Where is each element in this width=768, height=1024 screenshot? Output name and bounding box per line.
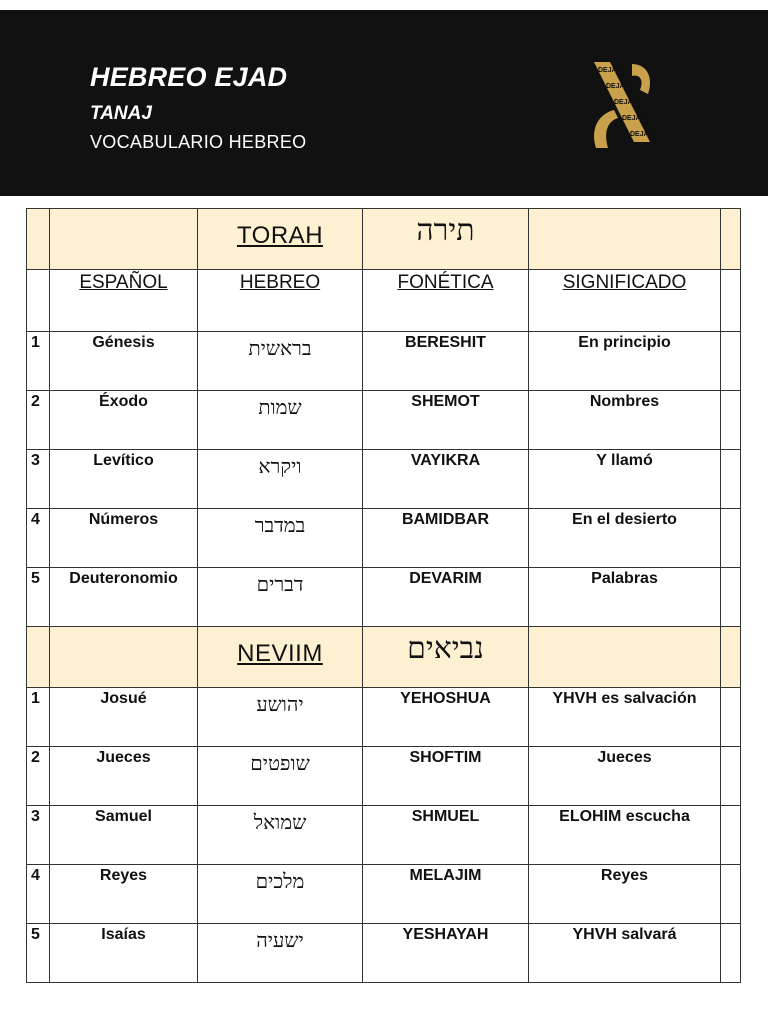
header-banner — [0, 10, 768, 196]
section-header-neviim — [27, 627, 741, 688]
table-row — [27, 509, 741, 568]
hebrew-name: בראשית — [248, 336, 312, 360]
phonetic: DEVARIM — [409, 570, 482, 587]
table-row — [27, 332, 741, 391]
meaning: ELOHIM escucha — [559, 808, 690, 825]
section-hebrew: תירה — [416, 213, 475, 248]
hebrew-name: דברים — [256, 572, 304, 596]
row-number: 1 — [31, 334, 40, 351]
column-header-hebreo: HEBREO — [239, 272, 321, 293]
spanish-name: Jueces — [96, 749, 151, 766]
section-header-torah — [27, 209, 741, 270]
spanish-name: Génesis — [92, 334, 155, 351]
spanish-name: Números — [88, 511, 159, 528]
section-hebrew: נביאים — [407, 631, 484, 666]
hebrew-name: שופטים — [250, 751, 310, 775]
spanish-name: Isaías — [101, 926, 146, 943]
row-number: 5 — [31, 926, 40, 943]
row-number: 2 — [31, 749, 40, 766]
hebrew-name: שמות — [258, 395, 302, 419]
row-number: 3 — [31, 452, 40, 469]
spanish-name: Josué — [100, 690, 147, 707]
section-label: NEVIIM — [237, 640, 323, 667]
hebrew-name: במדבר — [254, 513, 306, 537]
meaning: Y llamó — [596, 452, 653, 469]
aleph-logo-icon — [576, 50, 666, 160]
meaning: Nombres — [589, 393, 660, 410]
column-header-espanol: ESPAÑOL — [79, 272, 168, 293]
spanish-name: Reyes — [99, 867, 148, 884]
phonetic: SHMUEL — [411, 808, 480, 825]
row-number: 2 — [31, 393, 40, 410]
meaning: Jueces — [597, 749, 652, 766]
phonetic: YEHOSHUA — [400, 690, 491, 707]
logo-word: DEJAD — [614, 99, 638, 106]
table-row — [27, 688, 741, 747]
table-row — [27, 568, 741, 627]
hebrew-name: ויקרא — [258, 454, 302, 478]
row-number: 4 — [31, 867, 40, 884]
row-number: 1 — [31, 690, 40, 707]
row-number: 4 — [31, 511, 40, 528]
meaning: En el desierto — [572, 511, 677, 528]
phonetic: BAMIDBAR — [401, 511, 490, 528]
column-header-significado: SIGNIFICADO — [562, 272, 687, 293]
logo-word: DEJAD — [622, 115, 646, 122]
column-header-row — [27, 270, 741, 332]
phonetic: BERESHIT — [405, 334, 486, 351]
phonetic: VAYIKRA — [410, 452, 481, 469]
phonetic: YESHAYAH — [402, 926, 489, 943]
hebrew-name: יהושע — [256, 692, 304, 716]
hebrew-name: מלכים — [255, 869, 305, 893]
brand-tagline: VOCABULARIO HEBREO — [90, 132, 307, 152]
row-number: 3 — [31, 808, 40, 825]
table-row — [27, 747, 741, 806]
phonetic: SHOFTIM — [409, 749, 482, 766]
brand-title: HEBREO EJAD — [90, 62, 288, 92]
section-label: TORAH — [236, 222, 324, 249]
logo-word: DEJAD — [630, 131, 654, 138]
spanish-name: Levítico — [93, 452, 154, 469]
phonetic: SHEMOT — [411, 393, 480, 410]
spanish-name: Éxodo — [99, 393, 148, 410]
row-number: 5 — [31, 570, 40, 587]
meaning: Palabras — [591, 570, 658, 587]
hebrew-name: שמואל — [253, 810, 307, 834]
column-header-fonetica: FONÉTICA — [397, 272, 494, 293]
brand-subtitle: TANAJ — [90, 103, 152, 124]
table-row — [27, 924, 741, 983]
table-row — [27, 865, 741, 924]
table-row — [27, 806, 741, 865]
logo-word: DEJAD — [598, 67, 622, 74]
spanish-name: Deuteronomio — [69, 570, 178, 587]
phonetic: MELAJIM — [409, 867, 482, 884]
meaning: Reyes — [600, 867, 649, 884]
table-row — [27, 391, 741, 450]
meaning: En principio — [578, 334, 671, 351]
meaning: YHVH salvará — [572, 926, 677, 943]
logo-word: DEJAD — [606, 83, 630, 90]
vocabulary-table — [26, 208, 741, 983]
table-row — [27, 450, 741, 509]
hebrew-name: ישעיה — [256, 928, 304, 952]
spanish-name: Samuel — [95, 808, 152, 825]
meaning: YHVH es salvación — [552, 690, 697, 707]
